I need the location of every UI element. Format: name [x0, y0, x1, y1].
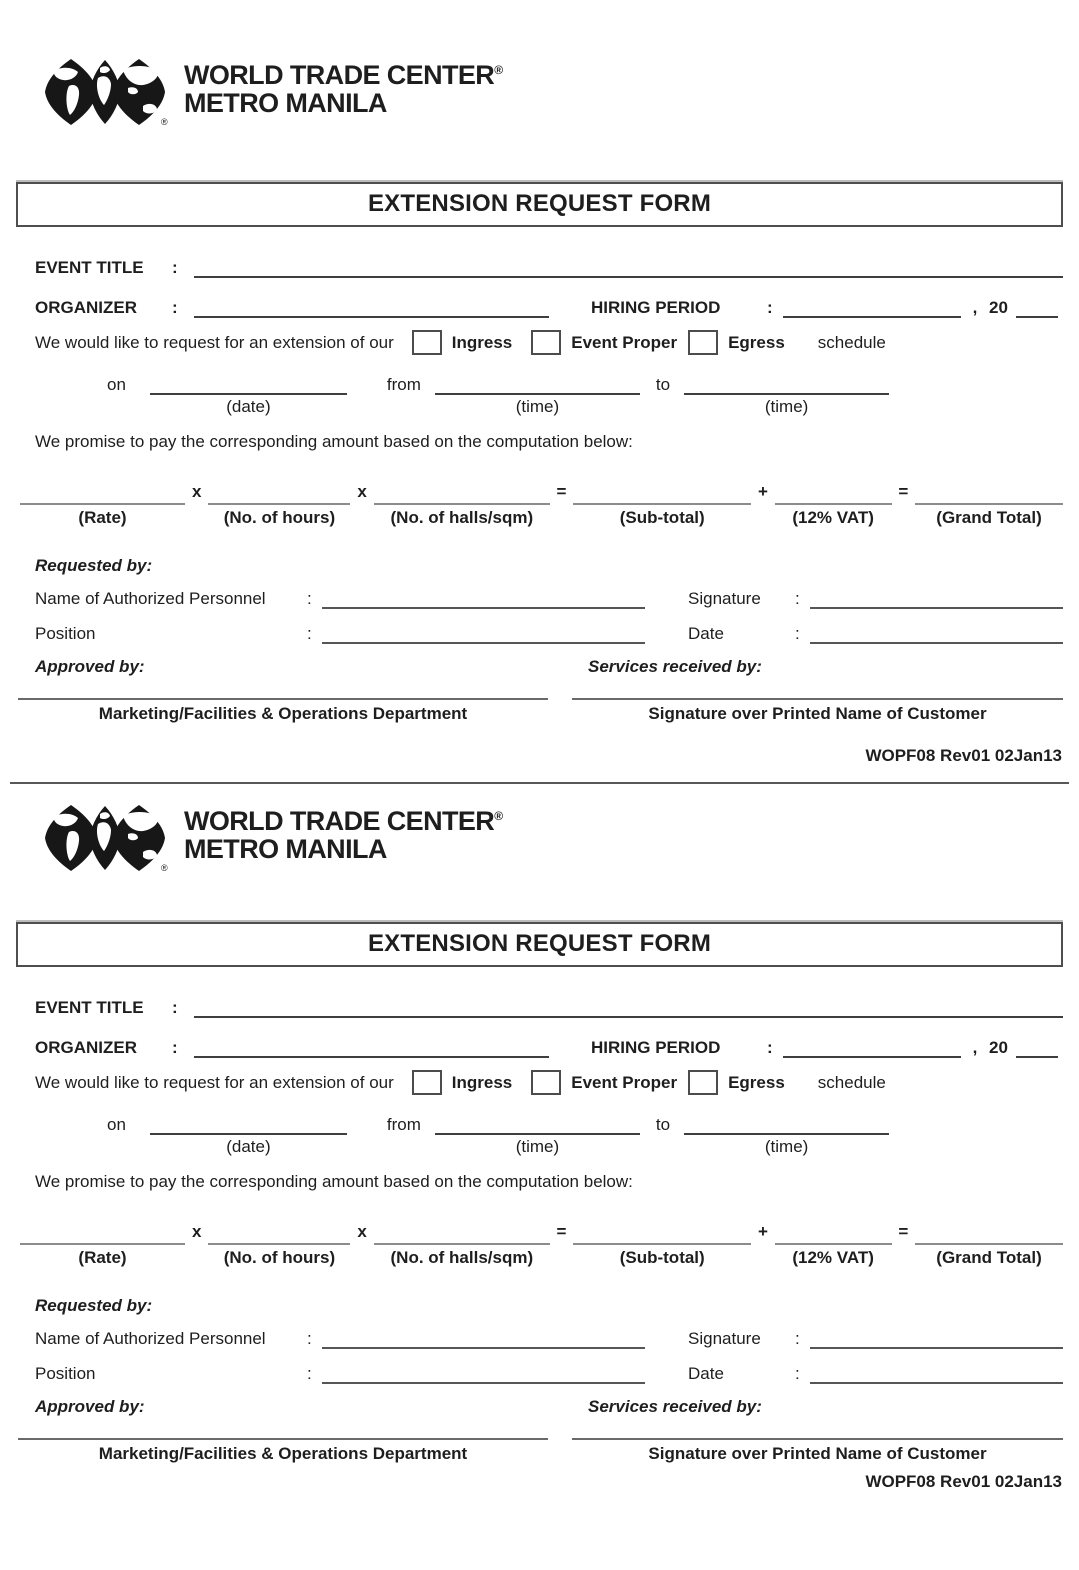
subtotal-field-group — [573, 1243, 751, 1268]
grand-total-caption: (Grand Total) — [936, 508, 1042, 527]
signature-field[interactable] — [810, 588, 1063, 609]
year-prefix: 20 — [989, 1038, 1008, 1057]
start-time-caption: (time) — [515, 1137, 560, 1156]
vat-caption: (12% VAT) — [792, 1248, 874, 1267]
halls-caption: (No. of halls/sqm) — [390, 1248, 534, 1267]
date-value-field[interactable] — [810, 1363, 1063, 1384]
event-proper-checkbox[interactable] — [531, 1070, 561, 1095]
end-time-field-group — [684, 374, 889, 417]
multiply-operator: x — [357, 1222, 367, 1241]
start-time-caption: (time) — [515, 397, 560, 416]
event-title-label: EVENT TITLE — [35, 998, 144, 1017]
ingress-label: Ingress — [451, 332, 513, 352]
promise-sentence: We promise to pay the corresponding amount based on the computation below: — [35, 432, 633, 451]
department-caption: Marketing/Facilities & Operations Department — [98, 704, 468, 723]
promise-sentence: We promise to pay the corresponding amount based on the computation below: — [35, 1172, 633, 1191]
end-time-field[interactable] — [684, 1114, 889, 1135]
position-row — [35, 1363, 1063, 1384]
subtotal-caption: (Sub-total) — [619, 508, 705, 527]
wtc-logo — [40, 804, 1079, 876]
vat-field-group — [775, 1243, 892, 1268]
wtc-logo-wordmark — [184, 58, 502, 117]
services-received-heading: Services received by: — [588, 1397, 762, 1416]
department-signature-block — [18, 698, 548, 724]
customer-caption: Signature over Printed Name of Customer — [648, 704, 987, 723]
date-field-group — [150, 1114, 347, 1157]
halls-field-group — [374, 1243, 550, 1268]
event-title-colon: : — [172, 998, 178, 1017]
subtotal-field-group — [573, 503, 751, 528]
hiring-period-label: HIRING PERIOD — [591, 298, 721, 317]
grand-total-field-group — [915, 503, 1063, 528]
form-title: EXTENSION REQUEST FORM — [16, 922, 1063, 967]
request-sentence: We would like to request for an extension of our — [35, 332, 394, 352]
personnel-name-field[interactable] — [322, 588, 645, 609]
wtc-logo — [40, 58, 1079, 130]
computation-row — [20, 482, 1063, 528]
year-field[interactable] — [1016, 297, 1058, 318]
form-title: EXTENSION REQUEST FORM — [16, 182, 1063, 227]
signature-label: Signature — [688, 1329, 761, 1348]
personnel-name-row — [35, 1328, 1063, 1349]
egress-label: Egress — [728, 1072, 785, 1092]
start-time-field[interactable] — [435, 1114, 640, 1135]
approved-by-heading: Approved by: — [35, 657, 145, 676]
department-signature-block — [18, 1438, 548, 1464]
year-prefix: 20 — [989, 298, 1008, 317]
event-title-field[interactable] — [194, 997, 1063, 1018]
logo-registered-mark: ® — [161, 863, 168, 872]
department-caption: Marketing/Facilities & Operations Department — [98, 1444, 468, 1463]
event-title-colon: : — [172, 258, 178, 277]
hiring-period-comma: , — [972, 1038, 978, 1057]
organizer-field[interactable] — [194, 1037, 549, 1058]
event-title-row — [35, 997, 1063, 1018]
organizer-field[interactable] — [194, 297, 549, 318]
end-time-caption: (time) — [764, 397, 809, 416]
equals-operator: = — [556, 1222, 567, 1241]
signature-label: Signature — [688, 589, 761, 608]
wtc-globes-icon — [40, 804, 172, 872]
end-time-caption: (time) — [764, 1137, 809, 1156]
position-row — [35, 623, 1063, 644]
equals-operator: = — [898, 1222, 909, 1241]
grand-total-field-group — [915, 1243, 1063, 1268]
subtotal-caption: (Sub-total) — [619, 1248, 705, 1267]
from-label: from — [386, 1115, 421, 1134]
final-signatures — [18, 1438, 1063, 1464]
registered-mark: ® — [494, 63, 503, 77]
position-label: Position — [35, 624, 96, 643]
organizer-label: ORGANIZER — [35, 298, 137, 317]
wtc-globes-icon — [40, 58, 172, 126]
rate-caption: (Rate) — [78, 508, 127, 527]
colon: : — [307, 624, 312, 643]
organizer-colon: : — [172, 1038, 178, 1057]
hours-field-group — [208, 503, 350, 528]
date-value-field[interactable] — [810, 623, 1063, 644]
hours-caption: (No. of hours) — [223, 508, 336, 527]
extension-type-row — [35, 1070, 1063, 1095]
colon: : — [795, 589, 800, 608]
ingress-checkbox[interactable] — [412, 1070, 442, 1095]
form-code: WOPF08 Rev01 02Jan13 — [865, 746, 1062, 765]
registered-mark: ® — [494, 809, 503, 823]
end-time-field-group — [684, 1114, 889, 1157]
schedule-row — [35, 1114, 1063, 1157]
approvals-row — [35, 657, 1063, 677]
organizer-label: ORGANIZER — [35, 1038, 137, 1057]
position-label: Position — [35, 1364, 96, 1383]
approvals-row — [35, 1397, 1063, 1417]
logo-line-1: WORLD TRADE CENTER® — [184, 60, 503, 90]
signature-field[interactable] — [810, 1328, 1063, 1349]
logo-line-2: METRO MANILA — [184, 833, 387, 864]
date-label: Date — [688, 624, 724, 643]
hours-field-group — [208, 1243, 350, 1268]
logo-line-1: WORLD TRADE CENTER® — [184, 806, 503, 836]
ingress-checkbox[interactable] — [412, 330, 442, 355]
personnel-name-field[interactable] — [322, 1328, 645, 1349]
egress-label: Egress — [728, 332, 785, 352]
date-field[interactable] — [150, 1114, 347, 1135]
request-sentence: We would like to request for an extension of our — [35, 1072, 394, 1092]
schedule-row — [35, 374, 1063, 417]
year-field[interactable] — [1016, 1037, 1058, 1058]
rate-field-group — [20, 503, 185, 528]
event-proper-checkbox[interactable] — [531, 330, 561, 355]
multiply-operator: x — [191, 1222, 202, 1241]
colon: : — [307, 589, 312, 608]
halls-caption: (No. of halls/sqm) — [390, 508, 534, 527]
hiring-period-field[interactable] — [783, 1037, 961, 1058]
start-time-field[interactable] — [435, 374, 640, 395]
start-time-field-group — [435, 374, 640, 417]
to-label: to — [655, 1115, 671, 1134]
date-caption: (date) — [226, 1137, 271, 1156]
extension-request-form — [0, 58, 1079, 766]
colon: : — [795, 624, 800, 643]
form-code: WOPF08 Rev01 02Jan13 — [865, 1472, 1062, 1491]
date-label: Date — [688, 1364, 724, 1383]
date-field-group — [150, 374, 347, 417]
rate-field-group — [20, 1243, 185, 1268]
multiply-operator: x — [191, 482, 202, 501]
event-title-label: EVENT TITLE — [35, 258, 144, 277]
requested-by-heading: Requested by: — [35, 556, 153, 575]
equals-operator: = — [898, 482, 909, 501]
colon: : — [307, 1364, 312, 1383]
logo-registered-mark: ® — [161, 117, 168, 126]
schedule-word: schedule — [817, 332, 886, 352]
final-signatures — [18, 698, 1063, 724]
colon: : — [795, 1364, 800, 1383]
hiring-period-field[interactable] — [783, 297, 961, 318]
ingress-label: Ingress — [451, 1072, 513, 1092]
wtc-logo-wordmark — [184, 804, 502, 863]
colon: : — [307, 1329, 312, 1348]
equals-operator: = — [556, 482, 567, 501]
position-field[interactable] — [322, 1363, 645, 1384]
approved-by-heading: Approved by: — [35, 1397, 145, 1416]
hours-caption: (No. of hours) — [223, 1248, 336, 1267]
hiring-period-colon: : — [767, 298, 773, 317]
event-title-field[interactable] — [194, 257, 1063, 278]
page-divider — [10, 782, 1069, 784]
services-received-heading: Services received by: — [588, 657, 762, 676]
plus-operator: + — [757, 1222, 768, 1241]
date-caption: (date) — [226, 397, 271, 416]
customer-caption: Signature over Printed Name of Customer — [648, 1444, 987, 1463]
schedule-word: schedule — [817, 1072, 886, 1092]
extension-request-form — [0, 804, 1079, 1492]
organizer-row — [35, 1037, 1063, 1058]
customer-signature-block — [572, 698, 1063, 724]
plus-operator: + — [757, 482, 768, 501]
organizer-row — [35, 297, 1063, 318]
end-time-field[interactable] — [684, 374, 889, 395]
logo-line-2: METRO MANILA — [184, 87, 387, 118]
organizer-colon: : — [172, 298, 178, 317]
personnel-name-label: Name of Authorized Personnel — [35, 589, 266, 608]
egress-checkbox[interactable] — [688, 330, 718, 355]
event-proper-label: Event Proper — [571, 1072, 678, 1092]
personnel-name-label: Name of Authorized Personnel — [35, 1329, 266, 1348]
customer-signature-block — [572, 1438, 1063, 1464]
egress-checkbox[interactable] — [688, 1070, 718, 1095]
event-title-row — [35, 257, 1063, 278]
hiring-period-comma: , — [972, 298, 978, 317]
halls-field-group — [374, 503, 550, 528]
requested-by-heading: Requested by: — [35, 1296, 153, 1315]
from-label: from — [386, 375, 421, 394]
to-label: to — [655, 375, 671, 394]
personnel-name-row — [35, 588, 1063, 609]
extension-type-row — [35, 330, 1063, 355]
start-time-field-group — [435, 1114, 640, 1157]
rate-caption: (Rate) — [78, 1248, 127, 1267]
on-label: on — [107, 1115, 126, 1134]
vat-field-group — [775, 503, 892, 528]
computation-row — [20, 1222, 1063, 1268]
hiring-period-label: HIRING PERIOD — [591, 1038, 721, 1057]
event-proper-label: Event Proper — [571, 332, 678, 352]
date-field[interactable] — [150, 374, 347, 395]
grand-total-caption: (Grand Total) — [936, 1248, 1042, 1267]
multiply-operator: x — [357, 482, 367, 501]
colon: : — [795, 1329, 800, 1348]
on-label: on — [107, 375, 126, 394]
position-field[interactable] — [322, 623, 645, 644]
hiring-period-colon: : — [767, 1038, 773, 1057]
vat-caption: (12% VAT) — [792, 508, 874, 527]
